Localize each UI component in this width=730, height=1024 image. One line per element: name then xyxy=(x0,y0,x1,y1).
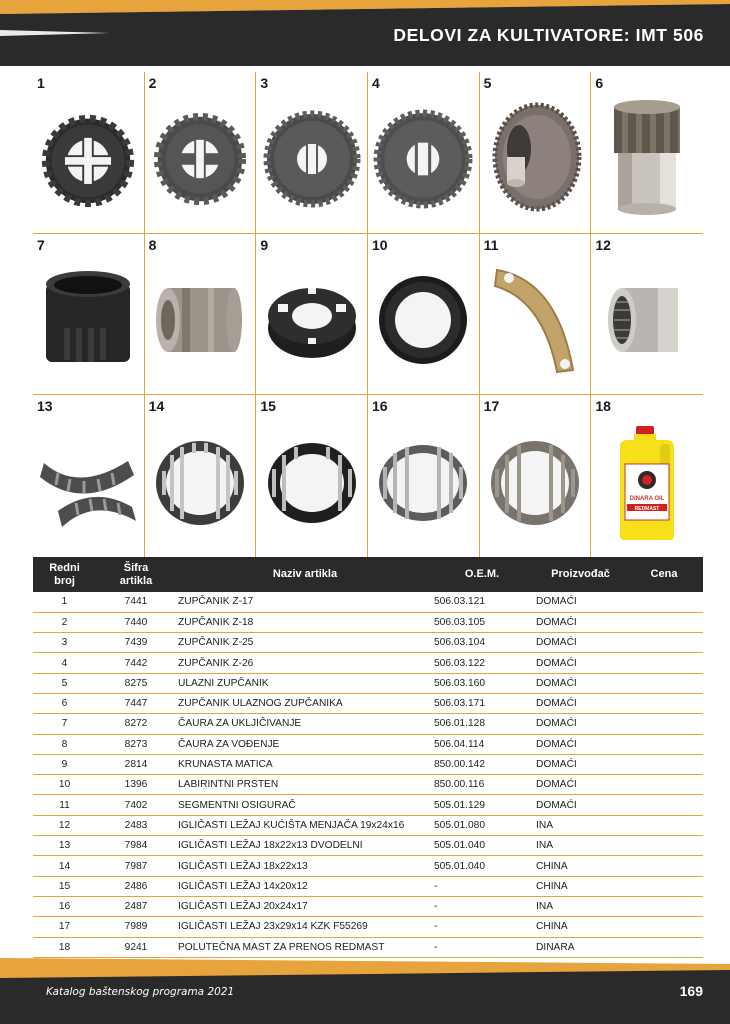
row-oem: 506.04.114 xyxy=(432,734,530,754)
item-number: 11 xyxy=(483,236,499,253)
row-name: IGLIČASTI LEŽAJ 20x24x17 xyxy=(176,896,432,916)
grid-cell-4[interactable] xyxy=(368,72,480,234)
table-row xyxy=(33,612,703,632)
row-number: 9 xyxy=(33,754,96,774)
item-number: 4 xyxy=(371,75,380,91)
row-number: 8 xyxy=(33,734,96,754)
row-code: 7989 xyxy=(96,917,176,937)
row-number: 10 xyxy=(33,775,96,795)
grid-cell-10[interactable] xyxy=(368,234,480,396)
grid-cell-6[interactable] xyxy=(591,72,703,234)
needle-bearing-shell-icon xyxy=(602,280,692,360)
row-producer: DOMAĆI xyxy=(530,795,625,815)
needle-cage-14x20x12-icon xyxy=(262,435,362,531)
row-number: 4 xyxy=(33,653,96,673)
grid-cell-15[interactable] xyxy=(256,395,368,557)
row-code: 2814 xyxy=(96,754,176,774)
item-number: 14 xyxy=(148,398,165,415)
row-producer: INA xyxy=(530,836,625,856)
row-oem: 505.01.080 xyxy=(432,815,530,835)
grid-cell-17[interactable] xyxy=(480,395,592,557)
needle-cage-20x24x17-icon xyxy=(373,435,473,531)
row-name: ČAURA ZA UKLJIČIVANJE xyxy=(176,714,432,734)
grid-cell-3[interactable] xyxy=(256,72,368,234)
row-oem: - xyxy=(432,896,530,916)
row-producer: CHINA xyxy=(530,876,625,896)
item-number: 16 xyxy=(371,398,388,415)
bottle-product-label: REDMAST xyxy=(634,505,660,512)
item-number: 9 xyxy=(260,236,269,253)
row-name: ULAZNI ZUPČANIK xyxy=(176,673,432,693)
table-row xyxy=(33,856,703,876)
gear-z25-icon xyxy=(262,109,362,209)
table-header-row xyxy=(33,557,703,592)
gear-z18-icon xyxy=(152,111,248,207)
product-image-grid xyxy=(33,72,703,557)
grid-cell-9[interactable] xyxy=(256,234,368,396)
row-price xyxy=(625,693,703,713)
row-number: 3 xyxy=(33,633,96,653)
row-number: 13 xyxy=(33,836,96,856)
item-number: 17 xyxy=(483,398,500,415)
row-number: 7 xyxy=(33,714,96,734)
table-row xyxy=(33,896,703,916)
row-oem: 506.03.160 xyxy=(432,673,530,693)
item-number: 8 xyxy=(148,236,157,253)
row-producer: DOMAĆI xyxy=(530,653,625,673)
table-row xyxy=(33,754,703,774)
segment-lock-icon xyxy=(487,260,583,380)
row-price xyxy=(625,775,703,795)
row-producer: CHINA xyxy=(530,917,625,937)
row-name: IGLIČASTI LEŽAJ 23x29x14 KZK F55269 xyxy=(176,917,432,937)
row-number: 15 xyxy=(33,876,96,896)
row-producer: INA xyxy=(530,896,625,916)
item-number: 6 xyxy=(595,75,604,91)
item-number: 13 xyxy=(37,398,53,415)
row-code: 2486 xyxy=(96,876,176,896)
row-number: 17 xyxy=(33,917,96,937)
item-number: 2 xyxy=(148,75,157,91)
row-oem: 505.01.129 xyxy=(432,795,530,815)
row-name: ZUPČANIK ULAZNOG ZUPČANIKA xyxy=(176,693,432,713)
grid-cell-11[interactable] xyxy=(480,234,592,396)
catalog-caption: Katalog baštenskog programa 2021 xyxy=(46,986,235,998)
row-price xyxy=(625,653,703,673)
row-code: 9241 xyxy=(96,937,176,957)
table-row xyxy=(33,795,703,815)
row-number: 11 xyxy=(33,795,96,815)
row-name: IGLIČASTI LEŽAJ 18x22x13 xyxy=(176,856,432,876)
row-number: 1 xyxy=(33,592,96,612)
row-oem: 850.00.116 xyxy=(432,775,530,795)
row-producer: DOMAĆI xyxy=(530,714,625,734)
row-price xyxy=(625,612,703,632)
parts-table xyxy=(33,557,703,958)
labyrinth-ring-icon xyxy=(375,272,471,368)
grid-cell-7[interactable] xyxy=(33,234,145,396)
row-producer: DOMAĆI xyxy=(530,775,625,795)
header-code: Šifra artikla xyxy=(96,557,176,592)
row-price xyxy=(625,836,703,856)
engagement-sleeve-icon xyxy=(40,268,136,372)
table-row xyxy=(33,714,703,734)
row-oem: - xyxy=(432,917,530,937)
grease-bottle-icon xyxy=(612,424,682,542)
grid-cell-14[interactable] xyxy=(145,395,257,557)
row-oem: - xyxy=(432,937,530,957)
row-producer: DOMAĆI xyxy=(530,754,625,774)
row-code: 2483 xyxy=(96,815,176,835)
item-number: 7 xyxy=(37,236,45,253)
table-row xyxy=(33,876,703,896)
row-oem: 506.03.171 xyxy=(432,693,530,713)
row-number: 18 xyxy=(33,937,96,957)
row-oem: - xyxy=(432,876,530,896)
row-code: 8273 xyxy=(96,734,176,754)
row-code: 7402 xyxy=(96,795,176,815)
page-title: DELOVI ZA KULTIVATORE: IMT 506 xyxy=(393,25,704,45)
row-code: 8272 xyxy=(96,714,176,734)
gear-z17-icon xyxy=(40,111,136,207)
row-price xyxy=(625,633,703,653)
row-oem: 850.00.142 xyxy=(432,754,530,774)
row-code: 7440 xyxy=(96,612,176,632)
row-price xyxy=(625,795,703,815)
row-name: ZUPČANIK Z-25 xyxy=(176,633,432,653)
grid-cell-18[interactable] xyxy=(591,395,703,557)
row-oem: 506.03.121 xyxy=(432,592,530,612)
row-name: SEGMENTNI OSIGURAČ xyxy=(176,795,432,815)
grid-cell-16[interactable] xyxy=(368,395,480,557)
table-row xyxy=(33,937,703,957)
item-number: 15 xyxy=(260,398,276,415)
row-price xyxy=(625,714,703,734)
row-code: 2487 xyxy=(96,896,176,916)
grid-cell-1[interactable] xyxy=(33,72,145,234)
row-producer: DOMAĆI xyxy=(530,633,625,653)
row-number: 5 xyxy=(33,673,96,693)
row-oem: 506.03.104 xyxy=(432,633,530,653)
row-number: 14 xyxy=(33,856,96,876)
row-code: 7447 xyxy=(96,693,176,713)
header-name: Naziv artikla xyxy=(176,557,432,592)
row-producer: DINARA xyxy=(530,937,625,957)
grid-cell-5[interactable] xyxy=(480,72,592,234)
input-gear-icon xyxy=(485,99,585,219)
row-name: ZUPČANIK Z-17 xyxy=(176,592,432,612)
item-number: 18 xyxy=(595,398,611,415)
row-producer: DOMAĆI xyxy=(530,612,625,632)
grid-cell-2[interactable] xyxy=(145,72,257,234)
row-producer: DOMAĆI xyxy=(530,693,625,713)
row-producer: DOMAĆI xyxy=(530,592,625,612)
row-price xyxy=(625,592,703,612)
row-code: 1396 xyxy=(96,775,176,795)
item-number: 12 xyxy=(595,236,611,253)
row-price xyxy=(625,673,703,693)
table-row xyxy=(33,775,703,795)
table-row xyxy=(33,592,703,612)
row-name: ZUPČANIK Z-26 xyxy=(176,653,432,673)
grid-cell-13[interactable] xyxy=(33,395,145,557)
gear-z26-icon xyxy=(372,108,474,210)
row-code: 7987 xyxy=(96,856,176,876)
row-price xyxy=(625,917,703,937)
table-row xyxy=(33,693,703,713)
row-oem: 505.01.040 xyxy=(432,836,530,856)
page-number: 169 xyxy=(679,983,703,999)
header-price: Cena xyxy=(625,557,703,592)
row-price xyxy=(625,754,703,774)
row-code: 7984 xyxy=(96,836,176,856)
row-name: ČAURA ZA VOĐENJE xyxy=(176,734,432,754)
row-name: IGLIČASTI LEŽAJ KUĆIŠTA MENJAČA 19x24x16 xyxy=(176,815,432,835)
header-oem: O.E.M. xyxy=(432,557,530,592)
grid-cell-8[interactable] xyxy=(145,234,257,396)
row-name: POLUTEČNA MAST ZA PRENOS REDMAST xyxy=(176,937,432,957)
row-price xyxy=(625,815,703,835)
table-row xyxy=(33,815,703,835)
table-row xyxy=(33,653,703,673)
row-name: ZUPČANIK Z-18 xyxy=(176,612,432,632)
row-name: KRUNASTA MATICA xyxy=(176,754,432,774)
row-number: 2 xyxy=(33,612,96,632)
table-row xyxy=(33,917,703,937)
row-producer: INA xyxy=(530,815,625,835)
row-producer: DOMAĆI xyxy=(530,734,625,754)
row-price xyxy=(625,876,703,896)
row-number: 6 xyxy=(33,693,96,713)
row-price xyxy=(625,937,703,957)
row-code: 7439 xyxy=(96,633,176,653)
table-row xyxy=(33,673,703,693)
header-producer: Proizvođač xyxy=(530,557,625,592)
row-producer: DOMAĆI xyxy=(530,673,625,693)
split-needle-bearing-icon xyxy=(38,423,138,543)
table-row xyxy=(33,734,703,754)
item-number: 5 xyxy=(483,75,492,91)
item-number: 1 xyxy=(37,75,45,91)
table-row xyxy=(33,836,703,856)
row-name: LABIRINTNI PRSTEN xyxy=(176,775,432,795)
row-oem: 505.01.040 xyxy=(432,856,530,876)
row-price xyxy=(625,856,703,876)
row-name: IGLIČASTI LEŽAJ 18x22x13 DVODELNI xyxy=(176,836,432,856)
crown-nut-icon xyxy=(264,276,360,364)
row-producer: CHINA xyxy=(530,856,625,876)
item-number: 3 xyxy=(260,75,269,91)
grid-cell-12[interactable] xyxy=(591,234,703,396)
table-row xyxy=(33,633,703,653)
row-name: IGLIČASTI LEŽAJ 14x20x12 xyxy=(176,876,432,896)
row-number: 12 xyxy=(33,815,96,835)
row-oem: 506.03.105 xyxy=(432,612,530,632)
row-price xyxy=(625,896,703,916)
row-price xyxy=(625,734,703,754)
header-no: Redni broj xyxy=(33,557,96,592)
item-number: 10 xyxy=(371,236,388,253)
row-number: 16 xyxy=(33,896,96,916)
needle-cage-23x29x14-icon xyxy=(485,433,585,533)
row-code: 7442 xyxy=(96,653,176,673)
row-code: 7441 xyxy=(96,592,176,612)
guide-sleeve-icon xyxy=(152,280,248,360)
bottle-brand-label: DINARA OIL xyxy=(629,495,665,502)
input-gear-carrier-icon xyxy=(604,99,690,219)
row-code: 8275 xyxy=(96,673,176,693)
needle-cage-18x22x13-icon xyxy=(150,433,250,533)
row-oem: 506.03.122 xyxy=(432,653,530,673)
row-oem: 506.01.128 xyxy=(432,714,530,734)
